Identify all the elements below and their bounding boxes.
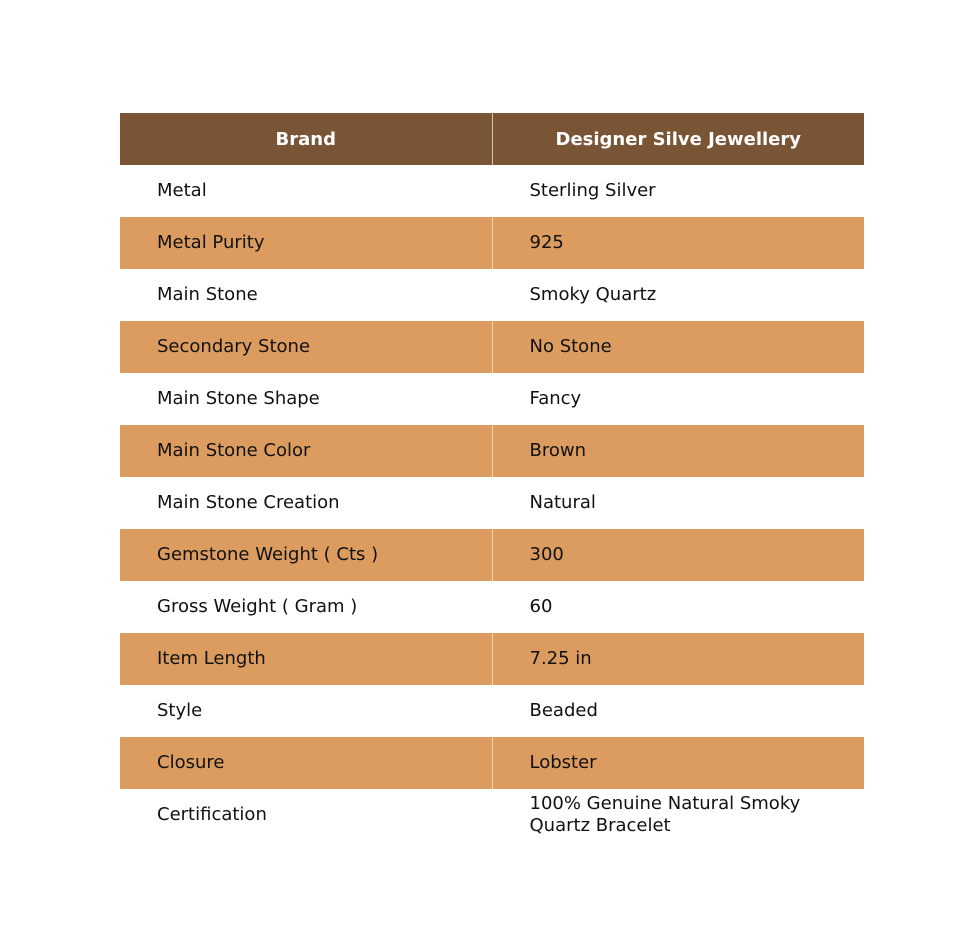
row-label: Main Stone Color: [120, 425, 492, 477]
row-value: 100% Genuine Natural Smoky Quartz Bracelet: [492, 789, 864, 841]
header-brand-value: Designer Silve Jewellery: [492, 113, 864, 165]
row-label: Gross Weight ( Gram ): [157, 596, 358, 617]
table-row: [120, 737, 864, 789]
row-value: 60: [492, 581, 864, 633]
row-label: Main Stone Shape: [157, 388, 320, 409]
table-row: [120, 685, 864, 737]
row-label: Metal: [157, 180, 207, 201]
table-row: [120, 269, 864, 321]
table-row: [120, 373, 864, 425]
row-value: Natural: [492, 477, 864, 529]
row-value: Beaded: [492, 685, 864, 737]
row-label: Gemstone Weight ( Cts ): [120, 529, 492, 581]
row-label: Closure: [120, 737, 492, 789]
row-value: Smoky Quartz: [492, 269, 864, 321]
row-label: Secondary Stone: [120, 321, 492, 373]
row-value: No Stone: [492, 321, 864, 373]
table-row: [120, 321, 864, 373]
row-value: Fancy: [492, 373, 864, 425]
row-value: 7.25 in: [492, 633, 864, 685]
header-brand-label: Brand: [120, 113, 492, 165]
row-label: Style: [157, 700, 203, 721]
row-label: Main Stone Creation: [157, 492, 340, 513]
table-row: [120, 633, 864, 685]
table-row: [120, 425, 864, 477]
row-label: Metal Purity: [120, 217, 492, 269]
row-value: Brown: [492, 425, 864, 477]
table-row: [120, 581, 864, 633]
row-label: Item Length: [120, 633, 492, 685]
row-label: Certification: [157, 804, 267, 825]
table-row: [120, 217, 864, 269]
row-value: 300: [492, 529, 864, 581]
table-row: [120, 165, 864, 217]
row-label: Main Stone: [157, 284, 258, 305]
table-header-row: [120, 113, 864, 165]
spec-table: [120, 113, 864, 841]
row-value: Lobster: [492, 737, 864, 789]
table-row: [120, 477, 864, 529]
row-value: 925: [492, 217, 864, 269]
table-row: [120, 789, 864, 841]
row-value: Sterling Silver: [492, 165, 864, 217]
table-row: [120, 529, 864, 581]
